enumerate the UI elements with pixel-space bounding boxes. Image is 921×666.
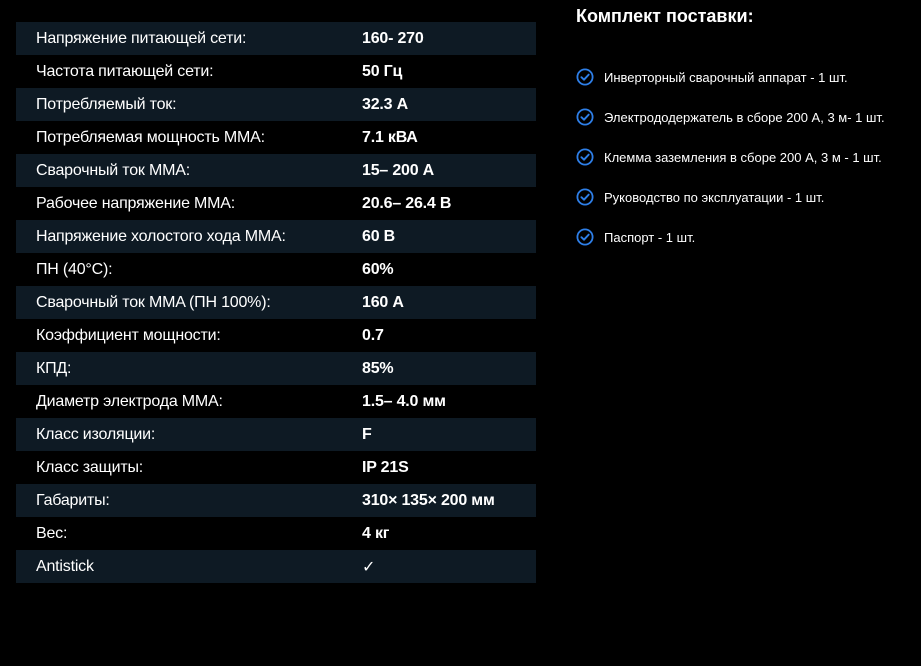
spec-label: Напряжение питающей сети: xyxy=(36,29,247,47)
kit-item-label: Клемма заземления в сборе 200 А, 3 м - 1 шт. xyxy=(604,149,882,165)
spec-row xyxy=(16,55,536,88)
spec-label: Напряжение холостого хода MMA: xyxy=(36,227,286,245)
spec-row xyxy=(16,22,536,55)
spec-row xyxy=(16,550,536,583)
kit-title: Комплект поставки: xyxy=(576,6,754,26)
kit-section xyxy=(576,5,916,257)
spec-label: Потребляемая мощность MMA: xyxy=(36,128,265,146)
spec-label: Потребляемый ток: xyxy=(36,95,177,113)
spec-label: Сварочный ток MMA: xyxy=(36,161,190,179)
spec-value: 85% xyxy=(362,359,394,377)
spec-value: 32.3 А xyxy=(362,95,408,113)
kit-item-label: Инверторный сварочный аппарат - 1 шт. xyxy=(604,69,848,85)
spec-label: Вес: xyxy=(36,524,68,542)
spec-value: 50 Гц xyxy=(362,62,403,80)
kit-item xyxy=(576,97,916,137)
spec-row xyxy=(16,154,536,187)
spec-label: ПН (40°C): xyxy=(36,260,113,278)
spec-row xyxy=(16,451,536,484)
spec-label: Диаметр электрода MMA: xyxy=(36,392,223,410)
spec-row xyxy=(16,286,536,319)
specs-table xyxy=(16,22,536,583)
spec-value: 0.7 xyxy=(362,326,384,344)
kit-item-label: Руководство по эксплуатации - 1 шт. xyxy=(604,189,825,205)
kit-item xyxy=(576,217,916,257)
spec-label: КПД: xyxy=(36,359,72,377)
spec-value: 160 А xyxy=(362,293,404,311)
kit-item-label: Электрододержатель в сборе 200 А, 3 м- 1 шт. xyxy=(604,109,885,125)
spec-row xyxy=(16,385,536,418)
spec-value: 15– 200 А xyxy=(362,161,435,179)
spec-row xyxy=(16,319,536,352)
spec-value: IP 21S xyxy=(362,458,409,476)
spec-row xyxy=(16,220,536,253)
spec-value: 160- 270 xyxy=(362,29,424,47)
check-circle-icon xyxy=(576,108,594,126)
spec-value: 1.5– 4.0 мм xyxy=(362,392,446,410)
spec-row xyxy=(16,352,536,385)
check-circle-icon xyxy=(576,188,594,206)
spec-row xyxy=(16,253,536,286)
spec-value: 7.1 кВА xyxy=(362,128,418,146)
spec-label: Класс изоляции: xyxy=(36,425,156,443)
spec-value: 310× 135× 200 мм xyxy=(362,491,495,509)
spec-row xyxy=(16,484,536,517)
kit-list xyxy=(576,57,916,257)
spec-value: 60 В xyxy=(362,227,395,245)
spec-row xyxy=(16,187,536,220)
kit-item xyxy=(576,137,916,177)
spec-label: Коэффициент мощности: xyxy=(36,326,221,344)
kit-item xyxy=(576,177,916,217)
spec-value: 60% xyxy=(362,260,394,278)
kit-item-label: Паспорт - 1 шт. xyxy=(604,229,696,245)
spec-row xyxy=(16,418,536,451)
spec-row xyxy=(16,121,536,154)
spec-label: Класс защиты: xyxy=(36,458,144,476)
check-circle-icon xyxy=(576,148,594,166)
spec-value: 4 кг xyxy=(362,524,390,542)
spec-label: Сварочный ток MMA (ПН 100%): xyxy=(36,293,271,311)
spec-value: 20.6– 26.4 В xyxy=(362,194,452,212)
check-circle-icon xyxy=(576,228,594,246)
spec-row xyxy=(16,517,536,550)
kit-item xyxy=(576,57,916,97)
check-circle-icon xyxy=(576,68,594,86)
spec-value: F xyxy=(362,425,372,443)
spec-label: Рабочее напряжение MMA: xyxy=(36,194,236,212)
spec-label: Частота питающей сети: xyxy=(36,62,214,80)
spec-label: Габариты: xyxy=(36,491,110,509)
spec-row xyxy=(16,88,536,121)
spec-label: Antistick xyxy=(36,557,94,575)
spec-value: ✓ xyxy=(362,558,376,576)
